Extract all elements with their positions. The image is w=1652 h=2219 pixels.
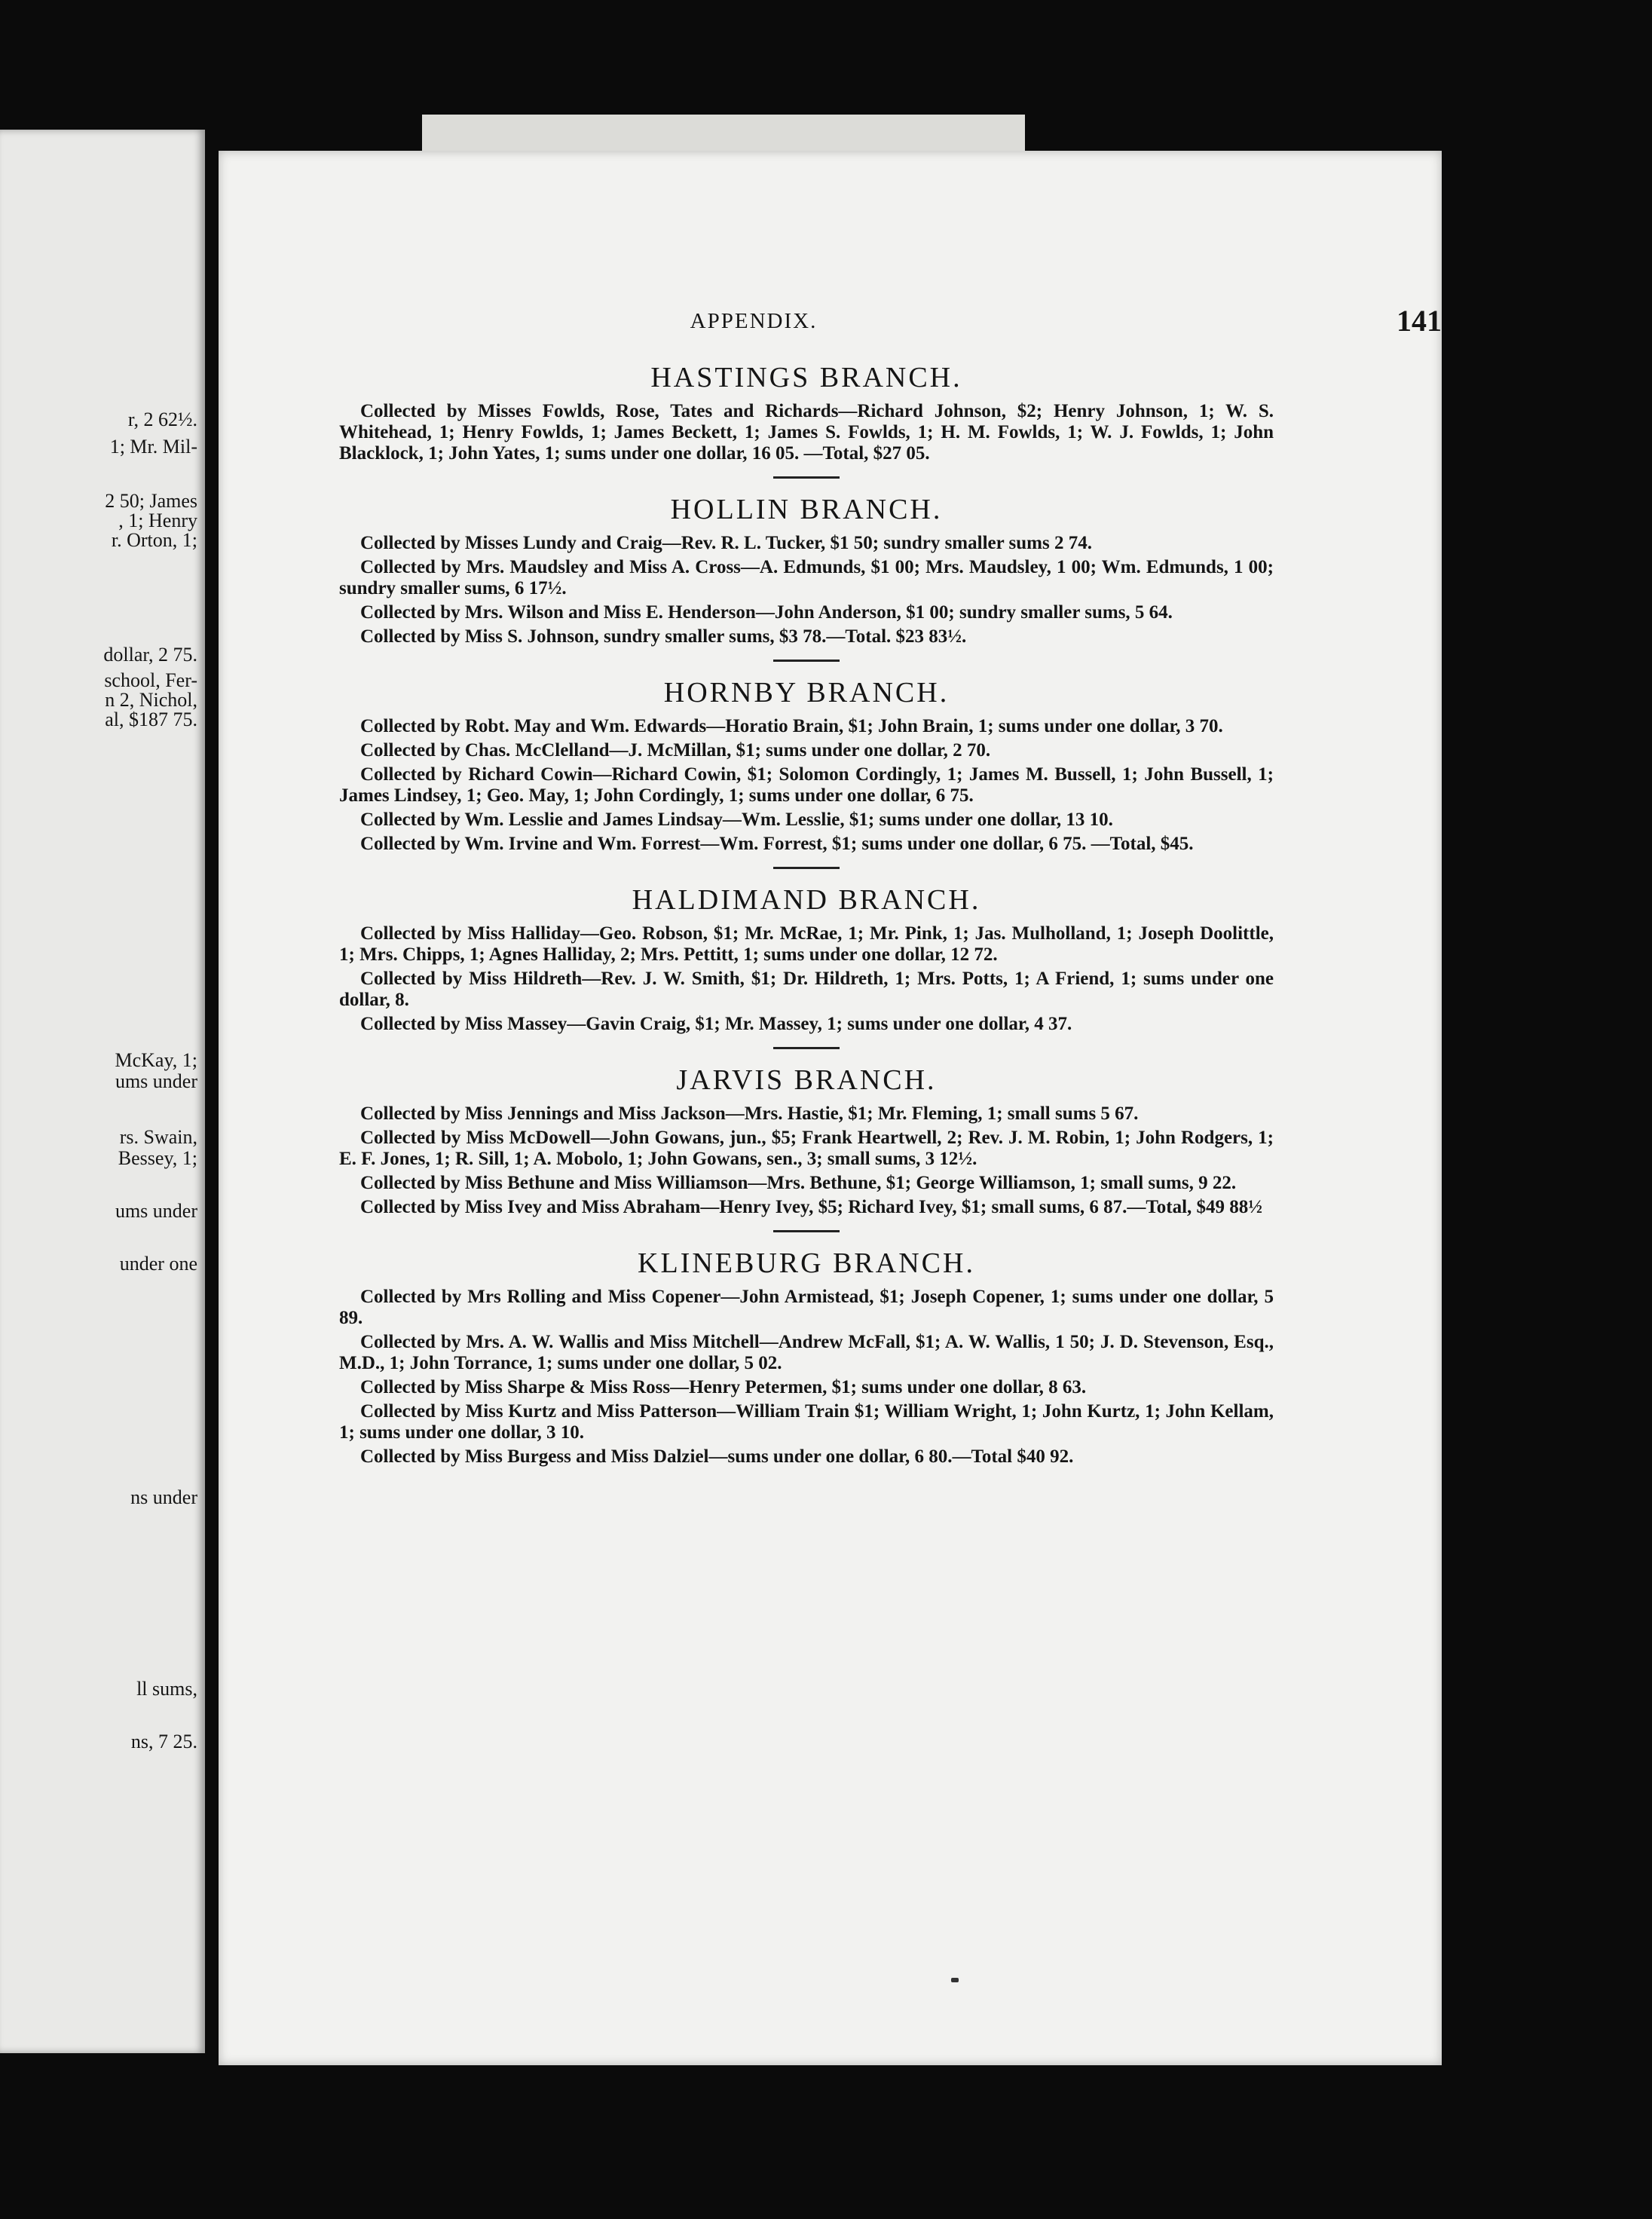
section-divider [773, 1230, 840, 1232]
branch-klineburg [339, 1246, 1274, 1468]
collection-entry: Collected by Mrs. A. W. Wallis and Miss Mitchell—Andrew McFall, $1; A. W. Wallis, 1 50; J. D. Stevenson, Esq., M.D., 1; John Torrance, 1; sums under one dollar, 5 02. [339, 1332, 1274, 1373]
branch-title: HOLLIN BRANCH. [670, 494, 943, 525]
section-divider [773, 660, 840, 662]
collection-entry: Collected by Wm. Lesslie and James Lindsay—Wm. Lesslie, $1; sums under one dollar, 13 10. [360, 810, 1113, 830]
left-page-fragment: r. Orton, 1; [111, 529, 197, 551]
branch-title: HORNBY BRANCH. [663, 677, 950, 709]
left-page-fragment: Bessey, 1; [118, 1147, 197, 1169]
left-facing-page [0, 130, 205, 2053]
collection-entry: Collected by Miss Burgess and Miss Dalziel—sums under one dollar, 6 80.—Total $40 92. [360, 1446, 1074, 1467]
branch-title: HALDIMAND BRANCH. [632, 884, 981, 916]
running-head [219, 304, 1442, 342]
branch-haldimand [339, 883, 1274, 1035]
collection-entry: Collected by Miss Hildreth—Rev. J. W. Smith, $1; Dr. Hildreth, 1; Mrs. Potts, 1; A Friend, 1; sums under one dollar, 8. [339, 969, 1274, 1010]
collection-entry: Collected by Miss Ivey and Miss Abraham—Henry Ivey, $5; Richard Ivey, $1; small sums, 6 87.—Total, $49 88½ [360, 1197, 1263, 1217]
book-page [219, 151, 1442, 2065]
branch-title: JARVIS BRANCH. [676, 1064, 937, 1096]
collection-entry: Collected by Misses Lundy and Craig—Rev. R. L. Tucker, $1 50; sundry smaller sums 2 74. [360, 533, 1092, 553]
left-page-fragment: McKay, 1; [115, 1049, 197, 1071]
left-page-fragment: al, $187 75. [105, 709, 197, 730]
left-page-fragment: ns under [130, 1486, 197, 1508]
left-page-fragment: rs. Swain, [119, 1126, 197, 1148]
page-number: 141 [1397, 304, 1442, 338]
collection-entry: Collected by Richard Cowin—Richard Cowin, $1; Solomon Cordingly, 1; James M. Bussell, 1; John Bussell, 1; James Lindsey, 1; Geo. May, 1; John Cordingly, 1; sums under one dollar, 6 75. [339, 764, 1274, 806]
collection-entry: Collected by Miss Bethune and Miss Williamson—Mrs. Bethune, $1; George Williamson, 1; small sums, 9 22. [360, 1173, 1237, 1193]
collection-entry: Collected by Chas. McClelland—J. McMillan, $1; sums under one dollar, 2 70. [360, 740, 991, 761]
collection-entry: Collected by Misses Fowlds, Rose, Tates and Richards—Richard Johnson, $2; Henry Johnson, 1; W. S. Whitehead, 1; Henry Fowlds, 1; James Beckett, 1; James S. Fowlds, 1; H. M. Fowlds, 1; W. J. Fowlds, 1; John Blacklock, 1; John Yates, 1; sums under one dollar, 16 05. —Total, $27 05. [339, 401, 1274, 464]
branch-title: KLINEBURG BRANCH. [638, 1247, 975, 1279]
section-divider [773, 1047, 840, 1049]
collection-entry: Collected by Mrs. Maudsley and Miss A. Cross—A. Edmunds, $1 00; Mrs. Maudsley, 1 00; Wm. Edmunds, 1 00; sundry smaller sums, 6 17½. [339, 557, 1274, 598]
branch-title: HASTINGS BRANCH. [650, 362, 962, 393]
left-page-fragment: n 2, Nichol, [105, 689, 197, 711]
collection-entry: Collected by Wm. Irvine and Wm. Forrest—Wm. Forrest, $1; sums under one dollar, 6 75. —Total, $45. [360, 834, 1194, 854]
branch-jarvis [339, 1063, 1274, 1218]
left-page-fragment: under one [119, 1253, 197, 1275]
branch-hastings [339, 360, 1274, 464]
collection-entry: Collected by Miss Jennings and Miss Jackson—Mrs. Hastie, $1; Mr. Fleming, 1; small sums 5 67. [360, 1103, 1139, 1124]
left-page-fragment: , 1; Henry [118, 510, 197, 531]
branch-hornby [339, 675, 1274, 855]
collection-entry: Collected by Miss Massey—Gavin Craig, $1; Mr. Massey, 1; sums under one dollar, 4 37. [360, 1014, 1072, 1034]
collection-entry: Collected by Robt. May and Wm. Edwards—Horatio Brain, $1; John Brain, 1; sums under one dollar, 3 70. [360, 716, 1223, 736]
branch-hollin [339, 492, 1274, 647]
page-edge [422, 115, 1025, 151]
left-page-fragment: r, 2 62½. [127, 409, 197, 430]
collection-entry: Collected by Miss S. Johnson, sundry smaller sums, $3 78.—Total. $23 83½. [360, 626, 967, 647]
left-page-fragment: dollar, 2 75. [103, 644, 197, 666]
collection-entry: Collected by Miss Sharpe & Miss Ross—Henry Petermen, $1; sums under one dollar, 8 63. [360, 1377, 1087, 1397]
running-title: APPENDIX. [690, 309, 818, 333]
page-content [339, 360, 1274, 1471]
collection-entry: Collected by Miss Halliday—Geo. Robson, $1; Mr. McRae, 1; Mr. Pink, 1; Jas. Mulholland, 1; Joseph Doolittle, 1; Mrs. Chipps, 1; Agnes Halliday, 2; Mrs. Pettitt, 1; sums under one dollar, 12 72. [339, 923, 1274, 965]
ink-speck [951, 1978, 959, 1982]
left-page-fragment: ums under [115, 1070, 197, 1092]
left-page-fragment: ums under [115, 1200, 197, 1222]
collection-entry: Collected by Mrs Rolling and Miss Copener—John Armistead, $1; Joseph Copener, 1; sums under one dollar, 5 89. [339, 1287, 1274, 1328]
left-page-fragment: ll sums, [136, 1678, 197, 1700]
collection-entry: Collected by Mrs. Wilson and Miss E. Henderson—John Anderson, $1 00; sundry smaller sums, 5 64. [360, 602, 1173, 623]
collection-entry: Collected by Miss Kurtz and Miss Patterson—William Train $1; William Wright, 1; John Kurtz, 1; John Kellam, 1; sums under one dollar, 3 10. [339, 1401, 1274, 1443]
section-divider [773, 476, 840, 479]
left-page-fragment: 1; Mr. Mil- [109, 436, 197, 458]
section-divider [773, 867, 840, 869]
collection-entry: Collected by Miss McDowell—John Gowans, jun., $5; Frank Heartwell, 2; Rev. J. M. Robin, 1; John Rodgers, 1; E. F. Jones, 1; R. Sill, 1; A. Mobolo, 1; John Gowans, sen., 3; small sums, 3 12½. [339, 1128, 1274, 1169]
left-page-fragment: 2 50; James [105, 490, 197, 512]
left-page-fragment: school, Fer- [104, 669, 197, 691]
left-page-fragment: ns, 7 25. [130, 1731, 197, 1752]
